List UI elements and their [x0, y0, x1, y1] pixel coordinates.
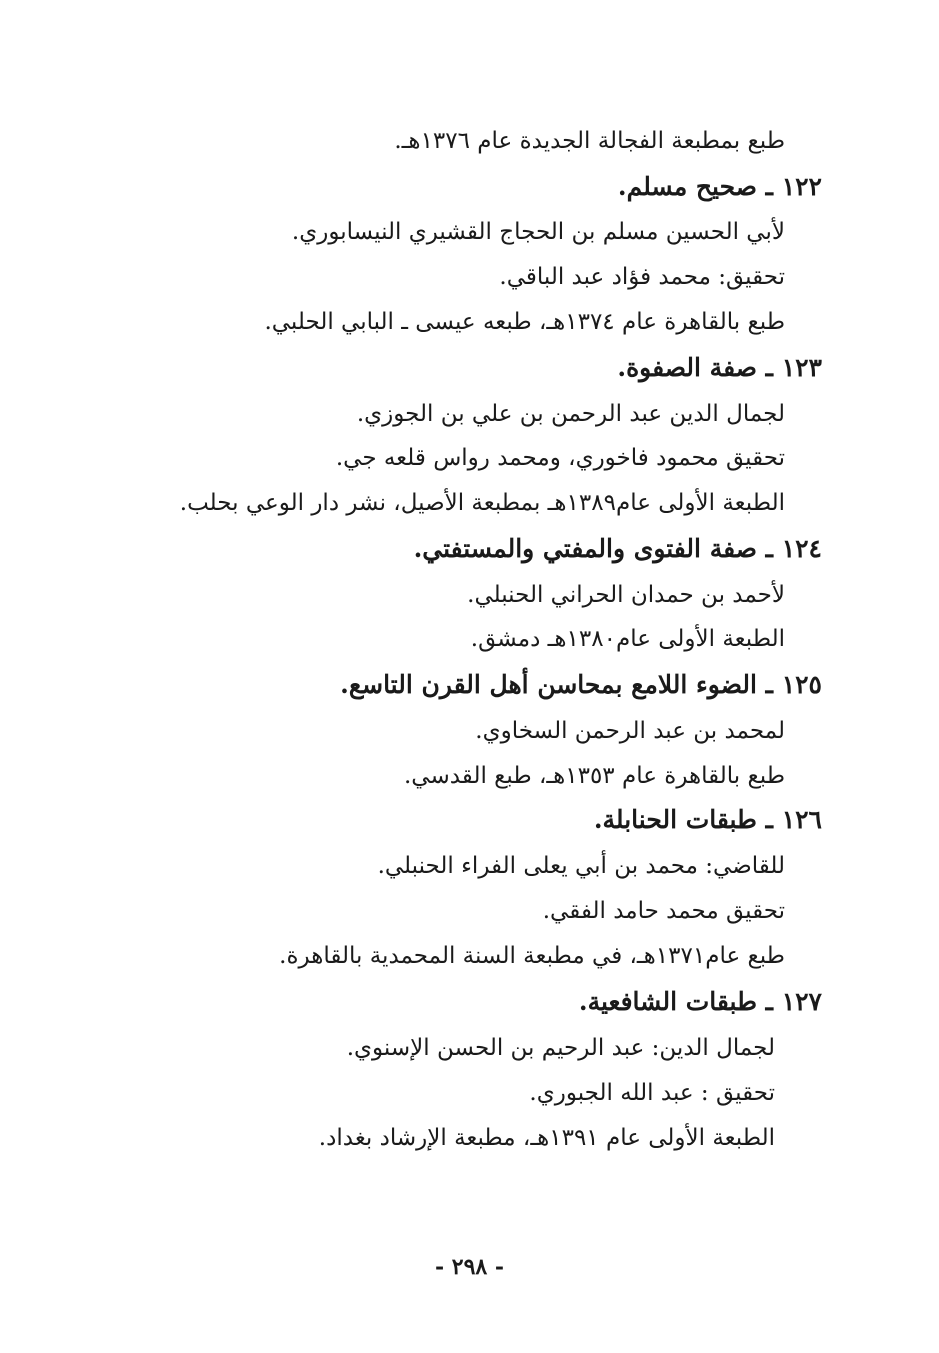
entry-127-heading: ١٢٧ ـ طبقات الشافعية. — [578, 987, 822, 1016]
entry-127-publication-line: الطبعة الأولى عام ١٣٩١هـ، مطبعة الإرشاد بغداد. — [318, 1125, 775, 1151]
entry-122-author-line: لأبي الحسين مسلم بن الحجاج القشيري النيسابوري. — [291, 219, 785, 245]
entry-126-heading: ١٢٦ ـ طبقات الحنابلة. — [593, 805, 822, 834]
entry-125-heading: ١٢٥ ـ الضوء اللامع بمحاسن أهل القرن التاسع. — [340, 670, 822, 699]
entry-126-editor-line: تحقيق محمد حامد الفقي. — [542, 898, 785, 924]
entry-124-heading: ١٢٤ ـ صفة الفتوى والمفتي والمستفتي. — [413, 534, 822, 563]
entry-127-author-line: لجمال الدين: عبد الرحيم بن الحسن الإسنوي. — [346, 1035, 775, 1061]
entry-122-editor-line: تحقيق: محمد فؤاد عبد الباقي. — [499, 264, 785, 290]
entry-121-publication-line: طبع بمطبعة الفجالة الجديدة عام ١٣٧٦هـ. — [394, 128, 785, 154]
entry-126-publication-line: طبع عام١٣٧١هـ، في مطبعة السنة المحمدية بالقاهرة. — [279, 943, 785, 969]
entry-122-publication-line: طبع بالقاهرة عام ١٣٧٤هـ، طبعه عيسى ـ البابي الحلبي. — [264, 309, 785, 335]
entry-123-publication-line: الطبعة الأولى عام١٣٨٩هـ بمطبعة الأصيل، نشر دار الوعي بحلب. — [179, 490, 785, 516]
entry-124-author-line: لأحمد بن حمدان الحراني الحنبلي. — [467, 582, 785, 608]
entry-127-editor-line: تحقيق : عبد الله الجبوري. — [529, 1080, 775, 1106]
entry-125-publication-line: طبع بالقاهرة عام ١٣٥٣هـ، طبع القدسي. — [403, 763, 785, 789]
entry-123-editor-line: تحقيق محمود فاخوري، ومحمد رواس قلعه جي. — [335, 445, 785, 471]
page-number: - ٢٩٨ - — [434, 1254, 505, 1280]
entry-125-author-line: لمحمد بن عبد الرحمن السخاوي. — [475, 718, 785, 744]
entry-123-heading: ١٢٣ ـ صفة الصفوة. — [617, 353, 822, 382]
entry-122-heading: ١٢٢ ـ صحيح مسلم. — [617, 172, 822, 201]
entry-126-author-line: للقاضي: محمد بن أبي يعلى الفراء الحنبلي. — [377, 853, 785, 879]
entry-123-author-line: لجمال الدين عبد الرحمن بن علي بن الجوزي. — [356, 401, 785, 427]
entry-124-publication-line: الطبعة الأولى عام١٣٨٠هـ دمشق. — [470, 626, 785, 652]
